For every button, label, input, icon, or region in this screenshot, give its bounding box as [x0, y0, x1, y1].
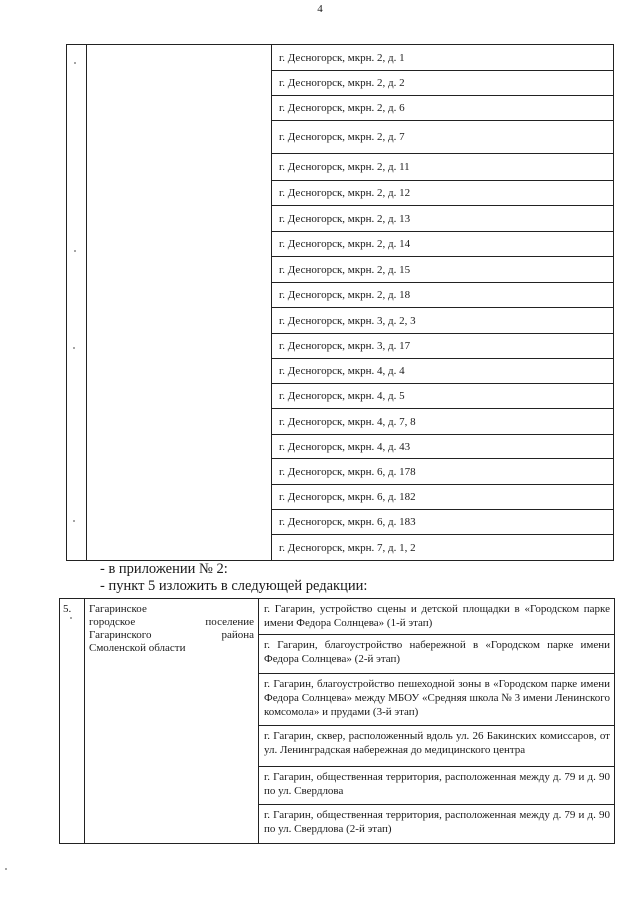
table-row: г. Десногорск, мкрн. 7, д. 1, 2 [279, 541, 416, 554]
clause-note: - пункт 5 изложить в следующей редакции: [100, 578, 368, 594]
table-row: г. Десногорск, мкрн. 2, д. 1 [272, 45, 613, 71]
table-row: г. Десногорск, мкрн. 2, д. 12 [272, 181, 613, 206]
table-row: г. Десногорск, мкрн. 2, д. 7 [272, 121, 613, 154]
municipality-line: Гагаринское [89, 603, 147, 615]
table-row: г. Десногорск, мкрн. 6, д. 182 [272, 485, 613, 510]
addresses-table [66, 44, 614, 561]
table-row: г. Десногорск, мкрн. 3, д. 2, 3 [272, 308, 613, 334]
table-row: г. Десногорск, мкрн. 4, д. 4 [272, 359, 613, 384]
row-number: 5. [60, 599, 85, 843]
scan-speck [70, 617, 72, 619]
scan-speck [73, 520, 75, 522]
table-row: г. Десногорск, мкрн. 2, д. 14 [272, 232, 613, 257]
scan-speck [5, 868, 7, 870]
table-row: г. Десногорск, мкрн. 3, д. 17 [272, 334, 613, 359]
address-column [272, 45, 613, 560]
table-row: г. Десногорск, мкрн. 4, д. 5 [272, 384, 613, 409]
table-row: г. Десногорск, мкрн. 2, д. 15 [272, 257, 613, 283]
table-row: г. Гагарин, устройство сцены и детской площадки в «Городском парке имени Федора Солнцева» (1-й этап) [259, 599, 614, 635]
table-row: г. Гагарин, общественная территория, расположенная между д. 79 и д. 90 по ул. Свердлова [259, 767, 614, 805]
scan-speck [74, 250, 76, 252]
municipality-line: Гагаринского района [89, 629, 254, 641]
table-row: г. Десногорск, мкрн. 6, д. 178 [272, 459, 613, 485]
table-row: г. Гагарин, общественная территория, расположенная между д. 79 и д. 90 по ул. Свердлова (2-й этап) [264, 809, 610, 835]
appendix-note: - в приложении № 2: [100, 561, 228, 577]
table-row: г. Гагарин, сквер, расположенный вдоль ул. 26 Бакинских комиссаров, от ул. Ленинградская набережная до медицинского центра [259, 726, 614, 767]
table-row: г. Десногорск, мкрн. 4, д. 43 [272, 435, 613, 459]
public-spaces-table [59, 598, 615, 844]
table-row: г. Гагарин, благоустройство набережной в «Городском парке имени Федора Солнцева» (2-й этап) [259, 635, 614, 674]
municipality-column [87, 45, 272, 560]
scan-speck [73, 347, 75, 349]
table-row: г. Десногорск, мкрн. 2, д. 2 [272, 71, 613, 96]
table-row: г. Десногорск, мкрн. 2, д. 6 [272, 96, 613, 121]
municipality-cell [85, 599, 259, 843]
table-row: г. Десногорск, мкрн. 2, д. 11 [272, 154, 613, 181]
municipality-line: городское поселение [89, 616, 254, 628]
table-row: г. Десногорск, мкрн. 2, д. 13 [272, 206, 613, 232]
table-row: г. Десногорск, мкрн. 6, д. 183 [272, 510, 613, 535]
number-column [67, 45, 87, 560]
municipality-line: Смоленской области [89, 642, 186, 654]
table-row: г. Десногорск, мкрн. 2, д. 18 [272, 283, 613, 308]
scan-speck [74, 62, 76, 64]
table-row: г. Гагарин, благоустройство пешеходной зоны в «Городском парке имени Федора Солнцева» между МБОУ «Средняя школа № 3 имени Ленинского комсомола» и прудами (3-й этап) [259, 674, 614, 726]
page-number: 4 [317, 3, 323, 15]
table-row: г. Десногорск, мкрн. 4, д. 7, 8 [272, 409, 613, 435]
object-column [259, 599, 614, 843]
